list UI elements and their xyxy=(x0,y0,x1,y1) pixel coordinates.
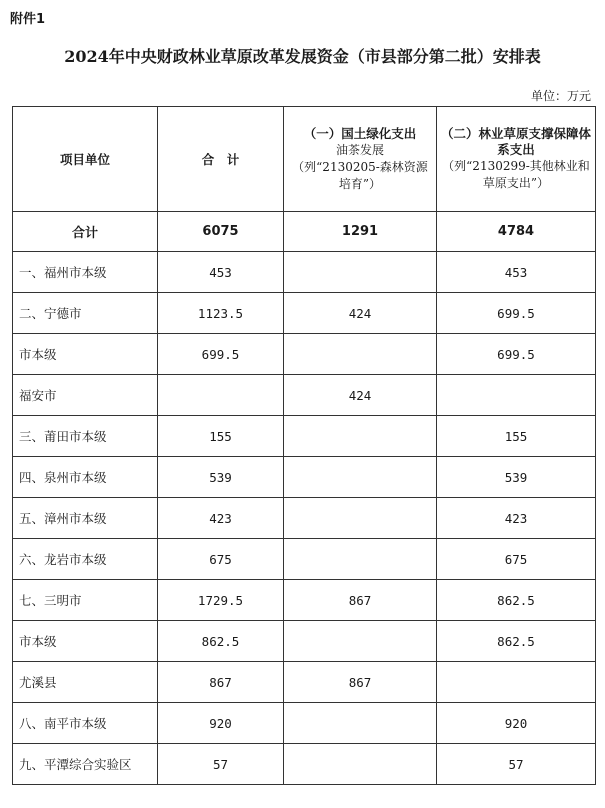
allocation-table xyxy=(12,106,596,785)
row-support-system: 862.5 xyxy=(437,621,596,662)
total-row-col3: 1291 xyxy=(284,212,437,252)
row-support-system: 155 xyxy=(437,416,596,457)
table-row xyxy=(13,252,596,293)
row-name: 尤溪县 xyxy=(13,662,158,703)
row-name: 七、三明市 xyxy=(13,580,158,621)
row-name: 二、宁德市 xyxy=(13,293,158,334)
table-row xyxy=(13,416,596,457)
table-row xyxy=(13,498,596,539)
row-land-greening xyxy=(284,744,437,785)
row-land-greening: 867 xyxy=(284,580,437,621)
row-total: 57 xyxy=(158,744,284,785)
header-total: 合 计 xyxy=(158,107,284,212)
row-support-system: 539 xyxy=(437,457,596,498)
unit-label: 单位：万元 xyxy=(530,89,591,103)
header-support-system-sub: （列“2130299-其他林业和草原支出”） xyxy=(442,159,590,190)
row-support-system: 453 xyxy=(437,252,596,293)
header-project: 项目单位 xyxy=(13,107,158,212)
header-support-system-title: （二）林业草原支撑保障体系支出 xyxy=(441,126,592,157)
attachment-label: 附件1 xyxy=(10,12,46,27)
row-support-system: 57 xyxy=(437,744,596,785)
row-support-system xyxy=(437,662,596,703)
row-land-greening xyxy=(284,252,437,293)
row-land-greening xyxy=(284,416,437,457)
table-row xyxy=(13,662,596,703)
table-row xyxy=(13,621,596,662)
row-support-system: 675 xyxy=(437,539,596,580)
row-land-greening xyxy=(284,539,437,580)
table-row xyxy=(13,539,596,580)
row-total: 1729.5 xyxy=(158,580,284,621)
row-total: 155 xyxy=(158,416,284,457)
row-name: 八、南平市本级 xyxy=(13,703,158,744)
header-support-system xyxy=(437,107,596,212)
row-name: 四、泉州市本级 xyxy=(13,457,158,498)
table-row xyxy=(13,580,596,621)
row-total: 675 xyxy=(158,539,284,580)
row-support-system: 862.5 xyxy=(437,580,596,621)
row-land-greening: 424 xyxy=(284,293,437,334)
header-land-greening xyxy=(284,107,437,212)
row-total: 1123.5 xyxy=(158,293,284,334)
table-row xyxy=(13,744,596,785)
row-total: 423 xyxy=(158,498,284,539)
table-row xyxy=(13,293,596,334)
row-name: 六、龙岩市本级 xyxy=(13,539,158,580)
row-name: 五、漳州市本级 xyxy=(13,498,158,539)
row-support-system: 920 xyxy=(437,703,596,744)
row-support-system: 699.5 xyxy=(437,293,596,334)
table-row xyxy=(13,703,596,744)
row-name: 九、平潭综合实验区 xyxy=(13,744,158,785)
row-name: 市本级 xyxy=(13,621,158,662)
row-land-greening: 424 xyxy=(284,375,437,416)
header-land-greening-sub2: （列“2130205-森林资源培育”） xyxy=(292,159,428,191)
header-land-greening-title: （一）国土绿化支出 xyxy=(303,125,417,141)
total-row-total: 6075 xyxy=(158,212,284,252)
row-land-greening xyxy=(284,498,437,539)
header-land-greening-sub1: 油茶发展 xyxy=(335,142,384,157)
row-land-greening xyxy=(284,334,437,375)
row-total xyxy=(158,375,284,416)
row-total: 699.5 xyxy=(158,334,284,375)
table-body xyxy=(13,252,596,785)
table-row xyxy=(13,334,596,375)
row-total: 867 xyxy=(158,662,284,703)
row-total: 862.5 xyxy=(158,621,284,662)
row-name: 三、莆田市本级 xyxy=(13,416,158,457)
total-row-name: 合计 xyxy=(13,212,158,252)
row-name: 市本级 xyxy=(13,334,158,375)
row-support-system xyxy=(437,375,596,416)
row-land-greening xyxy=(284,703,437,744)
document-title: 2024年中央财政林业草原改革发展资金（市县部分第二批）安排表 xyxy=(64,47,541,66)
row-total: 920 xyxy=(158,703,284,744)
total-row-col4: 4784 xyxy=(437,212,596,252)
row-name: 一、福州市本级 xyxy=(13,252,158,293)
row-support-system: 699.5 xyxy=(437,334,596,375)
table-header-row xyxy=(13,107,596,212)
row-support-system: 423 xyxy=(437,498,596,539)
table-row xyxy=(13,375,596,416)
row-total: 539 xyxy=(158,457,284,498)
row-name: 福安市 xyxy=(13,375,158,416)
row-land-greening xyxy=(284,457,437,498)
row-land-greening xyxy=(284,621,437,662)
total-row xyxy=(13,212,596,252)
row-total: 453 xyxy=(158,252,284,293)
row-land-greening: 867 xyxy=(284,662,437,703)
table-row xyxy=(13,457,596,498)
